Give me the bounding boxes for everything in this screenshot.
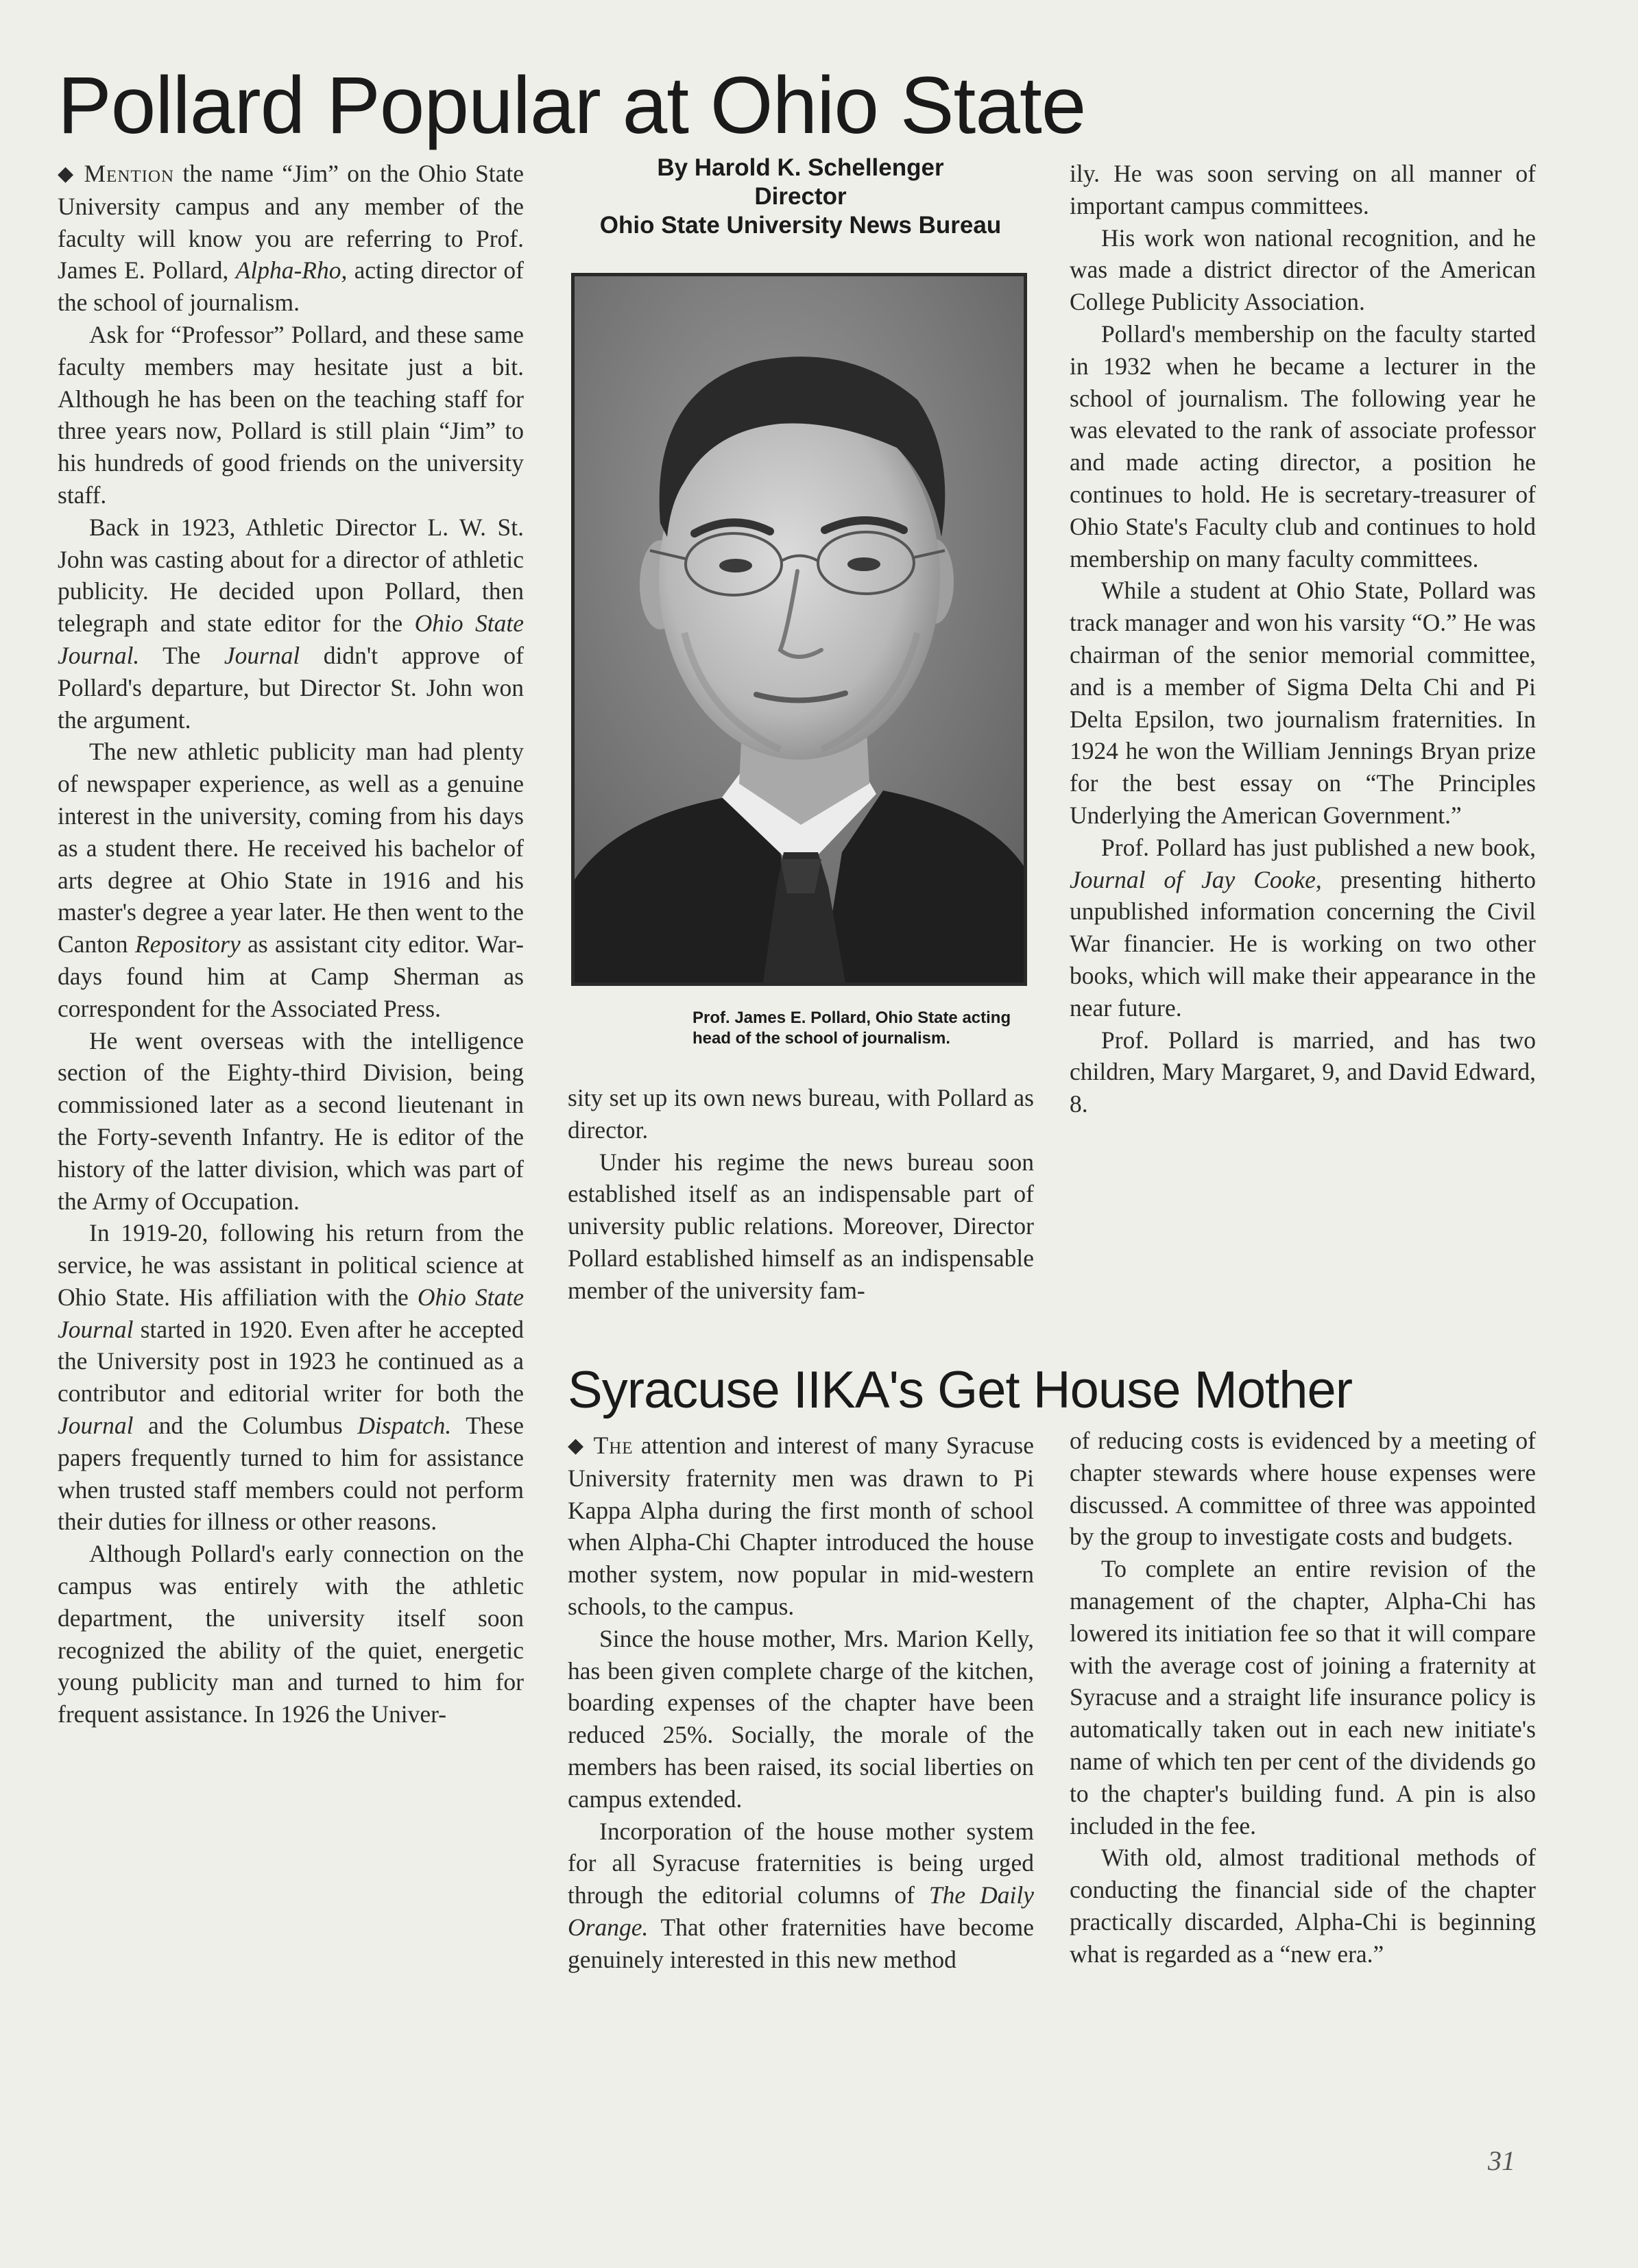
text-run: didn't approve of Pollard's departure, but Director St. John won the argument. — [58, 641, 524, 734]
paragraph — [568, 1146, 1034, 1307]
text-run: While a student at Ohio State, Pollard was track manager and won his varsity “O.” He was chairman of the senior memorial committee, and is a member of Sigma Delta Chi and Pi Delta Epsilon, two journalism fraternities. In 1924 he won the William Jennings Bryan prize for the best essay on “The Principles Underlying the American Government.” — [1070, 577, 1536, 829]
text-run: Mention — [84, 160, 175, 187]
text-run: ily. He was soon serving on all manner of important campus committees. — [1070, 160, 1536, 219]
paragraph — [58, 1025, 524, 1218]
text-run: The — [139, 641, 224, 669]
text-run: started in 1920. Even after he accepted the University post in 1923 he continued as a contributor and editorial writer for both the — [58, 1315, 524, 1408]
text-run: attention and interest of many Syracuse University fraternity men was drawn to Pi Kappa Alpha during the first month of school when Alpha-Chi Chapter introduced the house mother system, now popular in mid-western schools, to the campus. — [568, 1432, 1034, 1620]
text-run: Journal of Jay Cooke, — [1070, 865, 1322, 893]
paragraph — [1070, 1842, 1536, 1970]
paragraph — [1070, 222, 1536, 318]
text-run: In 1919-20, following his return from the service, he was assistant in political science at Ohio State. His affiliation with the — [58, 1219, 524, 1311]
paragraph — [58, 319, 524, 511]
text-run: Dispatch. — [357, 1412, 452, 1440]
text-run: He went overseas with the intelligence section of the Eighty-third Division, being commissioned later as a second lieutenant in the Forty-seventh Infantry. He is editor of the history of the latter division, which was part of the Army of Occupation. — [58, 1026, 524, 1215]
text-run: Pollard's membership on the faculty started in 1932 when he became a lecturer in the school of journalism. The following year he was elevated to the rank of associate professor and made acting director, a position he continues to hold. He is secretary-treasurer of Ohio State's Faculty club and continues to hold membership on many faculty committees. — [1070, 319, 1536, 572]
article-column-2 — [568, 1082, 1034, 1307]
article2-column-1 — [568, 1429, 1034, 1976]
text-run: as assistant city editor. War-days found him at Camp Sherman as correspondent for the Associated Press. — [58, 930, 524, 1022]
diamond-bullet-icon: ◆ — [568, 1434, 586, 1457]
paragraph — [58, 736, 524, 1024]
paragraph — [1070, 575, 1536, 831]
article-headline: Pollard Popular at Ohio State — [58, 60, 1086, 151]
paragraph — [58, 1538, 524, 1730]
article-column-1 — [58, 158, 524, 1730]
article-column-3 — [1070, 158, 1536, 1120]
text-run: Incorporation of the house mother system for all Syracuse fraternities is being urged through the editorial columns of — [568, 1817, 1034, 1909]
paragraph — [568, 1429, 1034, 1623]
text-run: Prof. Pollard is married, and has two children, Mary Margaret, 9, and David Edward, 8. — [1070, 1026, 1536, 1118]
byline-author: By Harold K. Schellenger — [657, 154, 944, 181]
diamond-bullet-icon: ◆ — [58, 162, 76, 185]
text-run: acting director of the school of journalism. — [58, 256, 524, 317]
article2-column-2 — [1070, 1425, 1536, 1970]
page-number: 31 — [1488, 2145, 1515, 2176]
text-run: The new athletic publicity man had plenty of newspaper experience, as well as a genuine interest in the university, coming from his days as a student there. He received his bachelor of arts degree at Ohio State in 1916 and his master's degree a year later. He then went to the Canton — [58, 738, 524, 958]
paragraph — [58, 158, 524, 319]
text-run: His work won national recognition, and he was made a district director of the American College Publicity Association. — [1070, 224, 1536, 316]
paragraph — [1070, 1024, 1536, 1120]
text-run: The Daily Orange. — [568, 1881, 1034, 1941]
photo-caption: Prof. James E. Pollard, Ohio State acting head of the school of journalism. — [692, 1009, 1011, 1048]
text-run: These papers frequently turned to him for assistance when trusted staff members could not perform their duties for illness or other reasons. — [58, 1412, 524, 1536]
text-run: To complete an entire revision of the management of the chapter, Alpha-Chi has lowered its initiation fee so that it will compare with the average cost of joining a fraternity at Syracuse and a straight life insurance policy is automatically taken out in each new initiate's name of which ten per cent of the dividends go to the chapter's building fund. A pin is also included in the fee. — [1070, 1555, 1536, 1839]
text-run: Journal — [58, 1412, 134, 1440]
text-run: Under his regime the news bureau soon established itself as an indispensable part of university public relations. Moreover, Director Pollard established himself as an indispensable member of the university fam- — [568, 1148, 1034, 1304]
portrait-illustration — [575, 276, 1024, 982]
text-run: Ask for “Professor” Pollard, and these same faculty members may hesitate just a bit. Although he has been on the teaching staff for three years now, Pollard is still plain “Jim” to his hundreds of good friends on the university staff. — [58, 320, 524, 509]
text-run: Although Pollard's early connection on the campus was entirely with the athletic department, the university itself soon recognized the ability of the quiet, energetic young publicity man and turned to him for frequent assistance. In 1926 the Univer- — [58, 1540, 524, 1728]
text-run: the name “Jim” on the Ohio State University campus and any member of the faculty will know you are referring to Prof. James E. Pollard, — [58, 160, 524, 285]
text-run: Since the house mother, Mrs. Marion Kelly, has been given complete charge of the kitchen, boarding expenses of the chapter have been reduced 25%. Socially, the morale of the members has been raised, its social liberties on campus extended. — [568, 1624, 1034, 1813]
byline — [555, 154, 1046, 240]
text-run: and the Columbus — [133, 1412, 358, 1440]
text-run: Prof. Pollard has just published a new book, — [1101, 833, 1536, 861]
text-run: Back in 1923, Athletic Director L. W. St. John was casting about for a director of athletic publicity. He decided upon Pollard, then telegraph and state editor for the — [58, 513, 524, 638]
paragraph — [1070, 1425, 1536, 1553]
paragraph — [58, 511, 524, 736]
paragraph — [568, 1082, 1034, 1146]
paragraph — [1070, 158, 1536, 222]
portrait-photo — [571, 273, 1027, 986]
text-run: Alpha-Rho, — [235, 256, 348, 285]
paragraph — [568, 1815, 1034, 1976]
article-headline-2: Syracuse IIKA's Get House Mother — [568, 1361, 1353, 1419]
text-run: Ohio State Journal — [58, 1283, 524, 1343]
text-run: Journal — [224, 641, 300, 669]
text-run: With old, almost traditional methods of conducting the financial side of the chapter practically discarded, Alpha-Chi is beginning what is regarded as a “new era.” — [1070, 1844, 1536, 1968]
paragraph — [568, 1623, 1034, 1815]
text-run: Repository — [134, 930, 241, 958]
text-run: The — [593, 1432, 634, 1459]
paragraph — [1070, 318, 1536, 575]
text-run: presenting hitherto unpublished information concerning the Civil War financier. He is working on two other books, which will make their appearance in the near future. — [1070, 865, 1536, 1022]
text-run: sity set up its own news bureau, with Pollard as director. — [568, 1084, 1034, 1144]
text-run: That other fraternities have become genuinely interested in this new method — [568, 1913, 1034, 1973]
paragraph — [58, 1217, 524, 1538]
paragraph — [1070, 1553, 1536, 1842]
byline-title: Director — [754, 183, 847, 210]
text-run: Ohio State Journal. — [58, 610, 524, 669]
paragraph — [1070, 832, 1536, 1024]
byline-organization: Ohio State University News Bureau — [599, 212, 1002, 239]
text-run: of reducing costs is evidenced by a meeting of chapter stewards where house expenses were discussed. A committee of three was appointed by the group to investigate costs and budgets. — [1070, 1427, 1536, 1551]
